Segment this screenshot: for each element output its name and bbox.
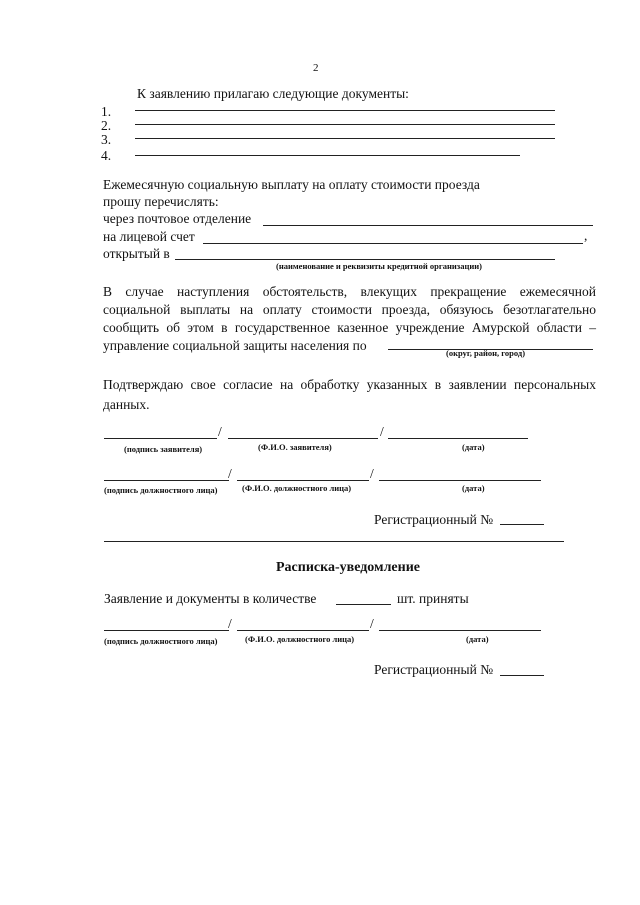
post-office-field[interactable] [263,225,593,226]
obligation-line4: управление социальной защиты населения по [103,338,367,353]
area-hint: (округ, район, город) [446,348,526,358]
consent-line2: данных. [103,397,150,412]
receipt-title: Расписка-уведомление [276,560,420,575]
attachment-number-3: 3. [101,132,112,147]
receipt-count-field[interactable] [336,604,391,605]
applicant-slash-2: / [380,424,384,439]
account-comma: , [584,228,588,243]
registration-label-2: Регистрационный № [374,662,494,677]
page-number: 2 [313,62,319,74]
registration-field-2[interactable] [500,675,544,676]
attachment-number-2: 2. [101,118,112,133]
attachment-field-1[interactable] [135,110,555,111]
applicant-date-label: (дата) [462,442,485,452]
official-signature-label: (подпись должностного лица) [104,485,218,495]
attachments-heading: К заявлению прилагаю следующие документы: [137,86,409,101]
receipt-slash-2: / [370,616,374,631]
attachment-field-2[interactable] [135,124,555,125]
receipt-name-field[interactable] [237,630,369,631]
official-date-field[interactable] [379,480,541,481]
obligation-line3: сообщить об этом в государственное казенное учреждение Амурской области – [103,320,596,335]
receipt-date-label: (дата) [466,634,489,644]
applicant-name-field[interactable] [228,438,378,439]
attachment-field-3[interactable] [135,138,555,139]
post-office-label: через почтовое отделение [103,211,252,226]
receipt-signature-label: (подпись должностного лица) [104,636,218,646]
official-date-label: (дата) [462,483,485,493]
divider [104,541,564,542]
receipt-text-before: Заявление и документы в количестве [104,591,317,606]
receipt-slash-1: / [228,616,232,631]
registration-field-1[interactable] [500,524,544,525]
attachment-number-4: 4. [101,148,112,163]
obligation-line1: В случае наступления обстоятельств, влекущих прекращение ежемесячной [103,284,596,299]
obligation-line2: социальной выплаты на оплату стоимости проезда, обязуюсь безотлагательно [103,302,596,317]
applicant-signature-label: (подпись заявителя) [124,444,203,454]
opened-in-label: открытый в [103,246,170,261]
applicant-name-label: (Ф.И.О. заявителя) [258,442,332,452]
account-label: на лицевой счет [103,229,195,244]
payment-text-line2: прошу перечислять: [103,194,219,209]
receipt-name-label: (Ф.И.О. должностного лица) [245,634,355,644]
applicant-slash-1: / [218,424,222,439]
account-field[interactable] [203,243,583,244]
receipt-date-field[interactable] [379,630,541,631]
consent-line1: Подтверждаю свое согласие на обработку указанных в заявлении персональных [103,377,596,392]
receipt-text-after: шт. приняты [397,591,469,606]
official-name-label: (Ф.И.О. должностного лица) [242,483,352,493]
official-name-field[interactable] [237,480,369,481]
attachment-field-4[interactable] [135,155,520,156]
official-slash-2: / [370,466,374,481]
bank-hint: (наименование и реквизиты кредитной организации) [276,261,482,271]
attachment-number-1: 1. [101,104,112,119]
official-signature-field[interactable] [104,480,229,481]
official-slash-1: / [228,466,232,481]
receipt-signature-field[interactable] [104,630,229,631]
payment-text-line1: Ежемесячную социальную выплату на оплату стоимости проезда [103,177,480,192]
applicant-signature-field[interactable] [104,438,217,439]
registration-label-1: Регистрационный № [374,512,494,527]
applicant-date-field[interactable] [388,438,528,439]
bank-field[interactable] [175,259,555,260]
